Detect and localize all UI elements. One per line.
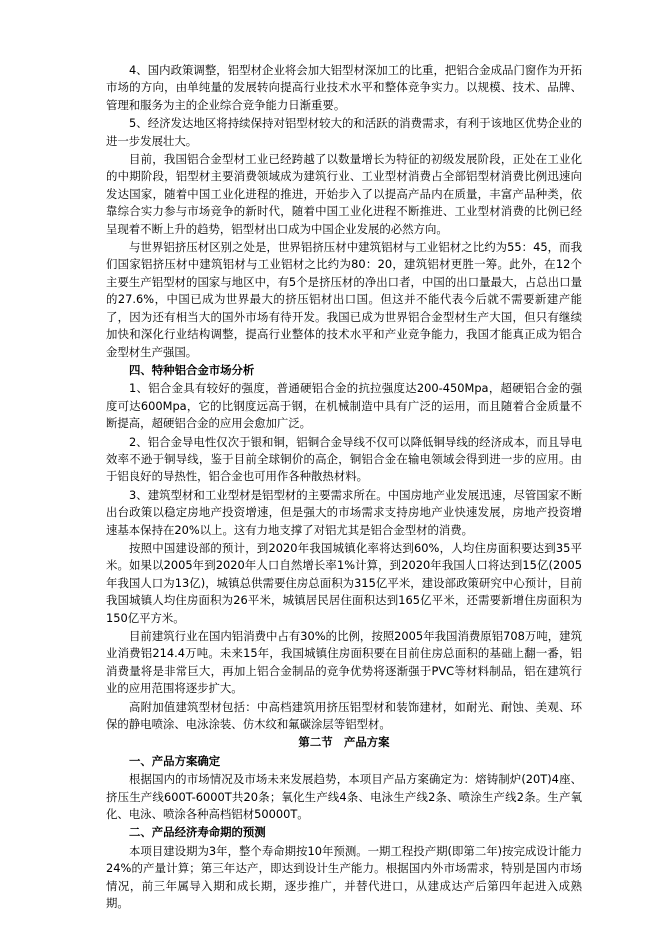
paragraph-policy-adjustment: 4、国内政策调整，铝型材企业将会加大铝型材深加工的比重，把铝合金成品门窗作为开拓市场的方向，由单纯量的发展转向提高行业技术水平和整体竞争实力。以规模、技术、品牌、管理和服务为主的企业综合竞争能力日渐重要。 [106,63,582,112]
paragraph-construction-demand: 3、建筑型材和工业型材是铝型材的主要需求所在。中国房地产业发展迅速，尽管国家不断出台政策以稳定房地产投资增速，但是强大的市场需求支持房地产业快速发展，房地产投资增速基本保持在20%以上。这有力地支撑了对铝尤其是铝合金型材的消费。 [106,487,582,537]
paragraph-strength: 1、铝合金具有较好的强度，普通硬铝合金的抗拉强度达200-450Mpa，超硬铝合金的强度可达600Mpa，它的比钢度远高于钢，在机械制造中具有广泛的运用，而且随着合金质量不断提高，超硬铝合金的应用会愈加广泛。 [106,381,582,431]
paragraph-economic-life: 本项目建设期为3年，整个寿命期按10年预测。一期工程投产期(即第二年)按完成设计能力24%的产量计算；第三年达产，即达到设计生产能力。根据国内外市场需求，特别是国内市场情况，前三年属导入期和成长期，逐步推广，并替代进口，从建成达产后第四年起进入成熟期。 [106,843,582,911]
paragraph-consumption: 目前建筑行业在国内铝消费中占有30%的比例，按照2005年我国消费原铝708万吨，建筑业消费铝214.4万吨。未来15年，我国城镇住房面积要在目前住房总面积的基础上翻一番，铝消费量将是非常巨大，再加上铝合金制品的竞争优势将逐渐强于PVC等材料制品，铝在建筑行业的应用范围将逐步扩大。 [106,629,582,696]
paragraph-product-plan: 根据国内的市场情况及市场未来发展趋势，本项目产品方案确定为：熔铸制炉(20T)4座、挤压生产线600T-6000T共20条；氧化生产线4条、电泳生产线2条、喷涂生产线2条。生产氧化、电泳、喷涂各种高档铝材50000T。 [106,772,582,822]
paragraph-urbanization: 按照中国建设部的预计，到2020年我国城镇化率将达到60%，人均住房面积要达到35平米。如果以2005年到2020年人口自然增长率1%计算，到2020年我国人口将达到15亿(2005年我国人口为13亿)，城镇总供需要住房总面积为315亿平米，建设部政策研究中心预计，目前我国城镇人均住房面积为26平米，城镇居民居住面积达到165亿平米，还需要新增住房面积为150亿平方米。 [106,540,582,625]
paragraph-conductivity: 2、铝合金导电性仅次于银和铜，铝铜合金导线不仅可以降低铜导线的经济成本，而且导电效率不逊于铜导线，鉴于目前全球铜价的高企，铜铝合金在输电领域会得到进一步的应用。由于铝良好的导热性，铝合金也可用作各种散热材料。 [106,434,582,484]
heading-economic-life: 二、产品经济寿命期的预测 [129,825,266,840]
paragraph-industry-stage: 目前，我国铝合金型材工业已经跨越了以数量增长为特征的初级发展阶段，正处在工业化的中期阶段，铝型材主要消费领域成为建筑行业、工业型材消费占全部铝型材消费比例迅速向发达国家，随着中国工业化进程的推进，开始步入了以提高产品内在质量，丰富产品种类，依靠综合实力参与市场竞争的新时代，随着中国工业化进程不断推进、工业型材消费的比例已经呈现着不断上升的趋势，铝型材出口成为中国企业发展的必然方向。 [106,152,582,236]
paragraph-world-comparison: 与世界铝挤压材区别之处是，世界铝挤压材中建筑铝材与工业铝材之比约为55：45，而我们国家铝挤压材中建筑铝材与工业铝材之比约为80：20，建筑铝材更胜一筹。此外，在12个主要生产铝型材的国家与地区中，有5个是挤压材的净出口者，中国的出口量最大，占总出口量的27.6%，中国已成为世界最大的挤压铝材出口国。但这并不能代表今后就不需要新建产能了，因为还有相当大的国外市场有待开发。我国已成为世界铝合金型材生产大国，但只有继续加快和深化行业结构调整，提高行业整体的技术水平和产业竞争能力，我国才能真正成为铝合金型材生产强国。 [106,240,582,359]
paragraph-high-value-profiles: 高附加值建筑型材包括：中高档建筑用挤压铝型材和装饰建材，如耐光、耐蚀、美观、环保的静电喷涂、电泳涂装、仿木纹和氟碳涂层等铝型材。 [106,699,582,732]
heading-product-plan-determination: 一、产品方案确定 [129,753,221,768]
heading-special-alloy-market: 四、特种铝合金市场分析 [129,362,255,377]
paragraph-developed-regions: 5、经济发达地区将持续保持对铝型材较大的和活跃的消费需求，有利于该地区优势企业的进一步发展壮大。 [106,116,582,148]
section-title-product-plan: 第二节 产品方案 [298,735,390,750]
